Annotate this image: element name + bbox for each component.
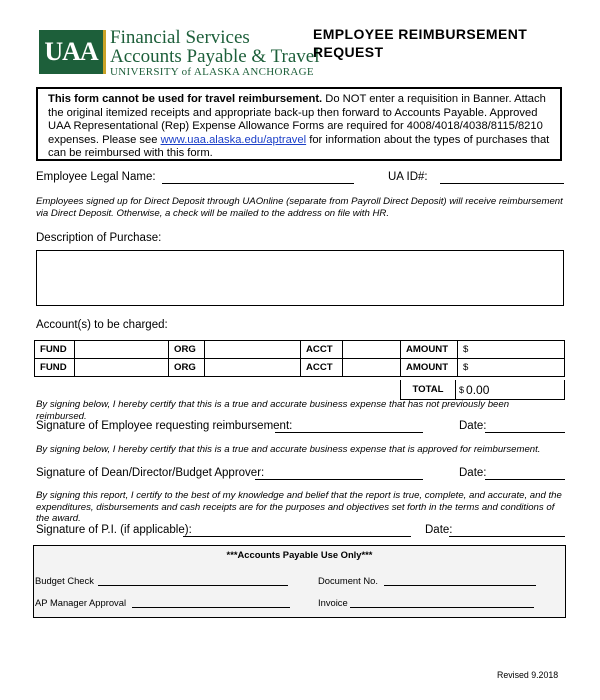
pi-date-label: Date:	[425, 524, 453, 536]
employee-date-field[interactable]	[485, 432, 565, 433]
employee-signature-field[interactable]	[275, 432, 423, 433]
amount-input[interactable]	[458, 341, 565, 359]
total-label: TOTAL	[400, 380, 456, 400]
amount-header: AMOUNT	[401, 341, 458, 359]
org-input[interactable]	[205, 341, 301, 359]
notice-bold: This form cannot be used for travel reimbursement.	[48, 93, 323, 105]
logo-text: UAA	[44, 37, 98, 66]
invoice-label: Invoice	[318, 597, 348, 608]
pi-certification: By signing this report, I certify to the best of my knowledge and belief that the report is true, complete, and accurate, and the expenditures, disbursements and cash receipts are for the purposes and objectives set forth in the terms and conditions of the award.	[36, 490, 562, 524]
amount-header: AMOUNT	[401, 359, 458, 377]
description-field[interactable]	[36, 250, 564, 306]
employee-certification: By signing below, I hereby certify that this is a true and accurate business expense that has not previously been reimbursed.	[36, 399, 510, 422]
uaa-logo	[39, 30, 103, 74]
form-title-line2: REQUEST	[313, 44, 384, 60]
acct-header: ACCT	[301, 341, 343, 359]
ap-use-heading: ***Accounts Payable Use Only***	[226, 549, 373, 560]
aptravel-link[interactable]: www.uaa.alaska.edu/aptravel	[160, 133, 307, 146]
budget-check-field[interactable]	[98, 585, 288, 586]
total-value: 0.00	[466, 382, 490, 397]
employee-signature-label: Signature of Employee requesting reimbursement:	[36, 420, 293, 432]
invoice-field[interactable]	[350, 607, 534, 608]
acct-input[interactable]	[343, 341, 401, 359]
fund-input[interactable]	[75, 359, 169, 377]
employee-name-field[interactable]	[162, 183, 354, 184]
approver-signature-label: Signature of Dean/Director/Budget Approver:	[36, 467, 265, 479]
org-input[interactable]	[205, 359, 301, 377]
pi-signature-label: Signature of P.I. (if applicable):	[36, 524, 192, 536]
ua-id-label: UA ID#:	[388, 171, 428, 183]
document-no-label: Document No.	[318, 575, 378, 586]
notice-text-2: for information about the types of purchases that can be reimbursed with this form.	[48, 133, 550, 160]
employee-date-label: Date:	[459, 420, 487, 432]
approver-date-field[interactable]	[485, 479, 565, 480]
org-header: ORG	[169, 341, 205, 359]
ua-id-field[interactable]	[440, 183, 564, 184]
university-name: UNIVERSITY of ALASKA ANCHORAGE	[110, 66, 314, 78]
approver-signature-field[interactable]	[255, 479, 423, 480]
pi-signature-field[interactable]	[183, 536, 411, 537]
employee-name-label: Employee Legal Name:	[36, 171, 156, 183]
table-row	[35, 359, 565, 377]
currency-sign: $	[463, 344, 469, 355]
document-no-field[interactable]	[384, 585, 536, 586]
description-label: Description of Purchase:	[36, 232, 162, 244]
total-field[interactable]	[455, 380, 565, 400]
currency-sign: $	[463, 362, 469, 373]
approver-certification: By signing below, I hereby certify that this is a true and accurate business expense that is approved for reimbursement.	[36, 444, 541, 455]
fund-header: FUND	[35, 359, 75, 377]
notice-box	[36, 87, 562, 161]
org-name-line1: Financial Services	[110, 27, 250, 48]
fund-header: FUND	[35, 341, 75, 359]
table-row	[35, 341, 565, 359]
logo-divider	[103, 30, 106, 74]
ap-manager-label: AP Manager Approval	[35, 597, 127, 608]
budget-check-label: Budget Check	[35, 575, 94, 586]
amount-input[interactable]	[458, 359, 565, 377]
pi-date-field[interactable]	[449, 536, 565, 537]
total-currency: $	[459, 384, 465, 395]
notice-text-1: Do NOT enter a requisition in Banner. Attach the original itemized receipts and appropriate back-up then forward to Accounts Payable. Approved UAA Representational (Rep) Expense Allowance Forms are required for 4008/4018/4038/8115/8210 expenses. Please see	[48, 93, 546, 146]
ap-manager-field[interactable]	[132, 607, 290, 608]
revised-date: Revised 9.2018	[497, 670, 559, 680]
form-title-line1: EMPLOYEE REIMBURSEMENT	[313, 26, 528, 42]
accounts-table	[34, 340, 565, 377]
acct-input[interactable]	[343, 359, 401, 377]
accounts-label: Account(s) to be charged:	[36, 319, 168, 331]
direct-deposit-note: Employees signed up for Direct Deposit through UAOnline (separate from Payroll Direct Deposit) will receive reimbursement via Direct Deposit. Otherwise, a check will be mailed to the address on file with HR.	[36, 196, 563, 219]
approver-date-label: Date:	[459, 467, 487, 479]
org-header: ORG	[169, 359, 205, 377]
fund-input[interactable]	[75, 341, 169, 359]
org-name-line2: Accounts Payable & Travel	[110, 46, 320, 67]
acct-header: ACCT	[301, 359, 343, 377]
